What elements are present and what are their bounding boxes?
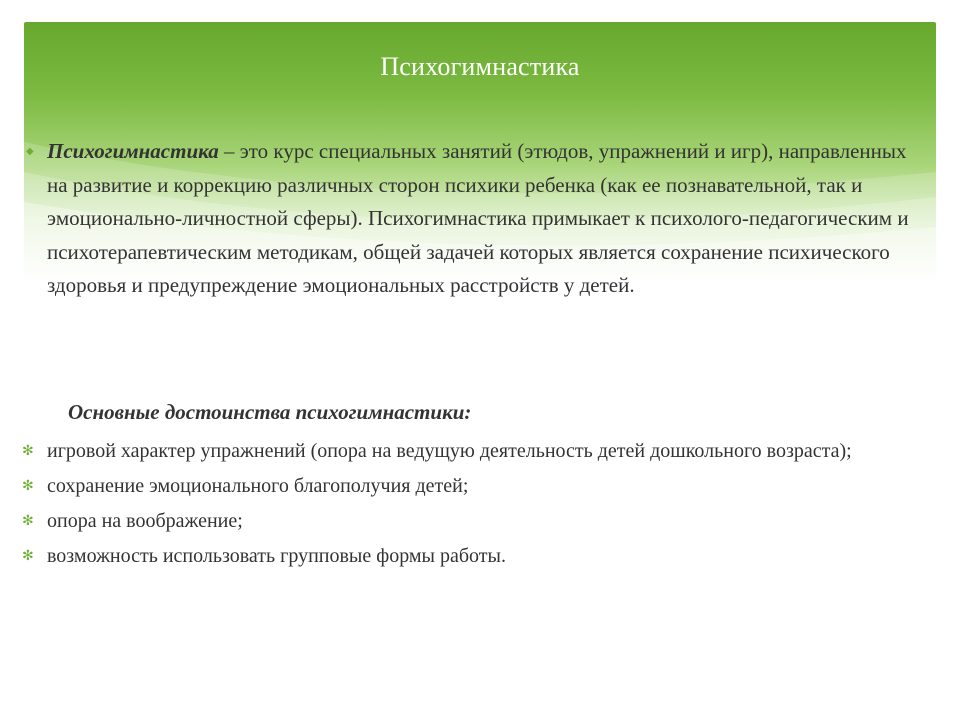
intro-text: – это курс специальных занятий (этюдов, упражнений и игр), направленных на развитие и коррекцию различных сторон психики ребенка (как ее познавательной, так и эмоционально-личностной сферы). Психогимнастика примыкает к психолого-педагогическим и психотерапевтическим методикам, общей задачей которых является сохранение психического здоровья и предупреждение эмоциональных расстройств у детей.: [47, 139, 909, 297]
list-item: [22, 541, 922, 572]
advantages-list: [22, 436, 922, 576]
list-item: [22, 436, 922, 467]
intro-paragraph: [47, 135, 927, 303]
star-bullet-icon: ✻: [22, 478, 34, 494]
list-item-text: опора на воображение;: [47, 510, 243, 532]
advantages-heading: Основные достоинства психогимнастики:: [68, 400, 472, 424]
star-bullet-icon: ✻: [22, 513, 34, 529]
list-item-text: сохранение эмоционального благополучия детей;: [47, 475, 469, 497]
list-item-text: игровой характер упражнений (опора на ведущую деятельность детей дошкольного возраста);: [47, 440, 852, 462]
list-item: [22, 471, 922, 502]
intro-bullet-icon: ◆: [26, 146, 34, 157]
star-bullet-icon: ✻: [22, 548, 34, 564]
star-bullet-icon: ✻: [22, 443, 34, 459]
list-item-text: возможность использовать групповые формы работы.: [47, 545, 506, 567]
slide-title: Психогимнастика: [380, 52, 580, 81]
list-item: [22, 506, 922, 537]
intro-term: Психогимнастика: [47, 139, 219, 163]
